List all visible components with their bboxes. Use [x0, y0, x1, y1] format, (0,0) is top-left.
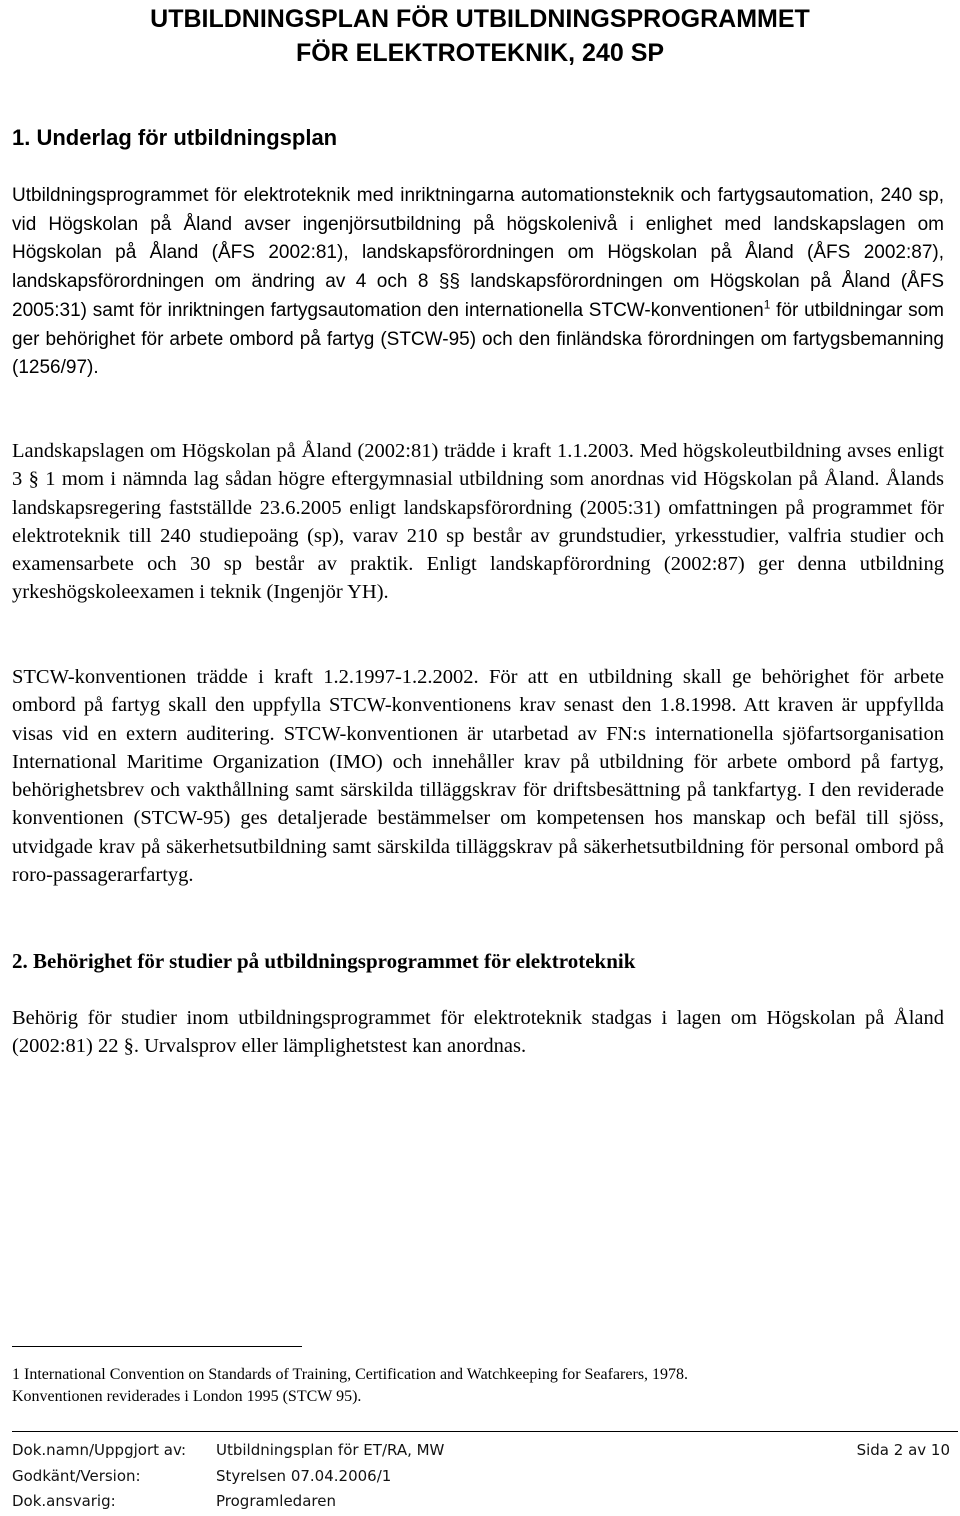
section-1-paragraph-3: STCW-konventionen trädde i kraft 1.2.1997-1.2.2002. För att en utbildning skall ge behörighet för arbete ombord på fartyg skall den uppfylla STCW-konventionens krav senast den 1.8.1998. Att kraven är uppfyllda visas vid en extern auditering. STCW-konventionen är utarbetad av FN:s internationella sjöfartsorganisation International Maritime Organization (IMO) och innehåller krav på utbildning för arbete ombord på fartyg, behörighetsbrev och vakthållning samt särskilda tilläggskrav för driftsbesättning på tankfartyg. I den reviderade konventionen (STCW-95) ges detaljerade bestämmelser om kompetensen hos manskap och befäl till sjöss, utvidgade krav på säkerhetsutbildning samt särskilda tilläggskrav på säkerhetsutbildning för personal ombord på roro-passagerarfartyg. — [12, 666, 944, 887]
section-2-paragraph-1: Behörig för studier inom utbildningsprogrammet för elektroteknik stadgas i lagen om Högskolan på Åland (2002:81) 22 §. Urvalsprov eller lämplighetstest kan anordnas. — [12, 1007, 944, 1058]
footer-row-document-name — [12, 1441, 950, 1465]
footer-divider — [12, 1431, 958, 1432]
footnote-line-1: 1 International Convention on Standards of Training, Certification and Watchkeeping for Seafarers, 1978. — [12, 1366, 689, 1383]
section-1-paragraph-2: Landskapslagen om Högskolan på Åland (2002:81) trädde i kraft 1.1.2003. Med högskoleutbildning avses enligt 3 § 1 mom i nämnda lag sådan högre eftergymnasial utbildning som anordnas vid Högskolan på Åland. Ålands landskapsregering fastställde 23.6.2005 enligt landskapsförordning (2005:31) omfattningen på programmet för elektroteknik till 240 studiepoäng (sp), varav 210 sp består av grundstudier, yrkesstudier, valfria studier och examensarbete och 30 sp består av praktik. Enligt landskapförordning (2002:87) ger denna utbildning yrkeshögskoleexamen i teknik (Ingenjör YH). — [12, 440, 944, 604]
footer-page-number: Sida 2 av 10 — [856, 1441, 950, 1459]
section-1-paragraph-1-text-end: för utbildningar som ger behörighet för arbete ombord på fartyg (STCW-95) och den finländska förordningen om fartygsbemanning (1256/97). — [12, 299, 944, 379]
footer-responsible-value: Programledaren — [216, 1492, 336, 1510]
footer-row-approved-version — [12, 1467, 950, 1491]
footnote-line-2: Konventionen reviderades i London 1995 (STCW 95). — [12, 1388, 362, 1405]
section-1-paragraph-1 — [12, 182, 944, 383]
footnote-reference: 1 — [763, 297, 771, 312]
document-title-line-2: FÖR ELEKTROTEKNIK, 240 SP — [295, 39, 665, 67]
section-1-heading: 1. Underlag för utbildningsplan — [12, 125, 338, 150]
section-2-heading: 2. Behörighet för studier på utbildningsprogrammet för elektroteknik — [12, 949, 636, 973]
footer-responsible-label: Dok.ansvarig: — [12, 1492, 116, 1510]
footer-document-name-label: Dok.namn/Uppgjort av: — [12, 1441, 187, 1459]
footer-approved-value: Styrelsen 07.04.2006/1 — [216, 1467, 392, 1485]
document-title-line-1: UTBILDNINGSPLAN FÖR UTBILDNINGSPROGRAMMET — [150, 5, 810, 33]
section-1-paragraph-1-text: Utbildningsprogrammet för elektroteknik med inriktningarna automationsteknik och fartygsautomation, 240 sp, vid Högskolan på Åland avser ingenjörsutbildning på högskolenivå i enlighet med landskapslagen om Högskolan på Åland (ÅFS 2002:81), landskapsförordningen om Högskolan på Åland (ÅFS 2002:87), landskapsförordningen om ändring av 4 och 8 §§ landskapsförordningen om Högskolan på Åland (ÅFS 2005:31) samt för inriktningen fartygsautomation den internationella STCW-konventionen — [12, 185, 944, 321]
footnote — [12, 1364, 942, 1408]
footer-approved-label: Godkänt/Version: — [12, 1467, 141, 1485]
footnote-divider — [12, 1346, 302, 1347]
footer-row-responsible — [12, 1492, 950, 1516]
footer-document-name-value: Utbildningsplan för ET/RA, MW — [216, 1441, 445, 1459]
